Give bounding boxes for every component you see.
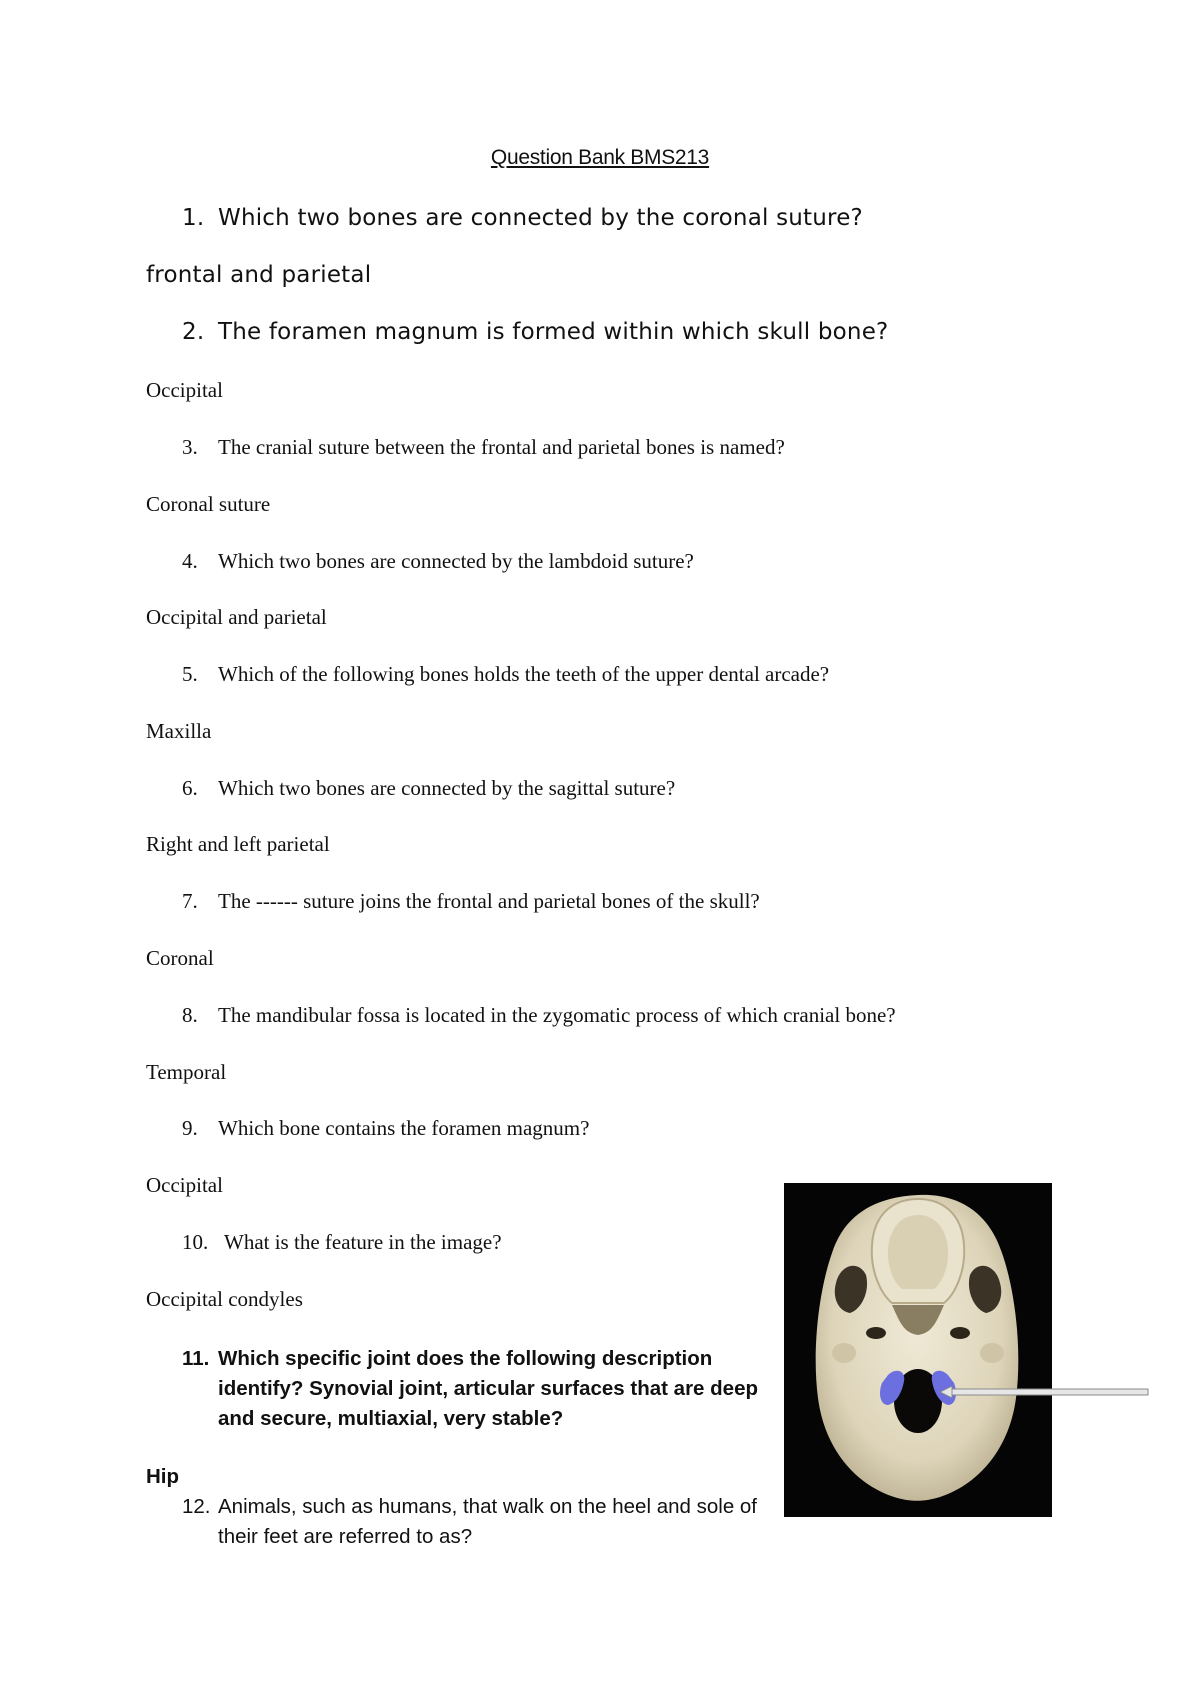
skull-illustration	[784, 1183, 1052, 1517]
pointer-arrow	[940, 1386, 1150, 1398]
question-number: 3.	[182, 435, 198, 459]
arrow-shaft	[948, 1389, 1148, 1395]
answer-3: Coronal suture	[146, 492, 271, 516]
question-number: 4.	[182, 549, 198, 573]
arrow-head	[940, 1386, 952, 1398]
question-number: 8.	[182, 1003, 198, 1027]
answer-7: Coronal	[146, 946, 214, 970]
question-text: What is the feature in the image?	[224, 1230, 502, 1254]
question-number: 5.	[182, 662, 198, 686]
question-text: The mandibular fossa is located in the zygomatic process of which cranial bone?	[218, 1003, 896, 1027]
question-number: 9.	[182, 1116, 198, 1140]
question-text: The foramen magnum is formed within which skull bone?	[218, 319, 889, 345]
right-mastoid	[980, 1343, 1004, 1363]
left-mastoid	[832, 1343, 856, 1363]
question-text: Which bone contains the foramen magnum?	[218, 1116, 590, 1140]
answer-6: Right and left parietal	[146, 832, 330, 856]
answer-9: Occipital	[146, 1173, 223, 1197]
question-number: 6.	[182, 776, 198, 800]
question-number: 11.	[182, 1347, 210, 1370]
answer-1: frontal and parietal	[146, 262, 372, 288]
question-text: Which two bones are connected by the lambdoid suture?	[218, 549, 694, 573]
answer-5: Maxilla	[146, 719, 212, 743]
question-text: Which specific joint does the following description identify? Synovial joint, articular surfaces that are deep and secure, multiaxial, very stable?	[218, 1347, 758, 1430]
question-text: Which of the following bones holds the teeth of the upper dental arcade?	[218, 662, 830, 686]
hard-palate	[888, 1215, 948, 1289]
question-number: 2.	[182, 319, 205, 345]
question-text: The ------ suture joins the frontal and parietal bones of the skull?	[218, 889, 760, 913]
question-number: 1.	[182, 205, 205, 231]
question-text: Which two bones are connected by the coronal suture?	[218, 205, 863, 231]
page-title: Question Bank BMS213	[490, 146, 710, 169]
question-number: 7.	[182, 889, 198, 913]
question-text: The cranial suture between the frontal and parietal bones is named?	[218, 435, 785, 459]
right-foramen	[950, 1327, 970, 1339]
answer-8: Temporal	[146, 1060, 227, 1084]
answer-11: Hip	[146, 1465, 180, 1488]
answer-4: Occipital and parietal	[146, 605, 327, 629]
question-number: 12.	[182, 1495, 211, 1518]
question-text: Animals, such as humans, that walk on the heel and sole of their feet are referred to as?	[218, 1495, 758, 1548]
left-foramen	[866, 1327, 886, 1339]
question-text: Which two bones are connected by the sagittal suture?	[218, 776, 676, 800]
question-number: 10.	[182, 1230, 209, 1254]
answer-2: Occipital	[146, 378, 223, 402]
skull-inferior-view-image	[784, 1183, 1052, 1517]
answer-10: Occipital condyles	[146, 1287, 303, 1311]
